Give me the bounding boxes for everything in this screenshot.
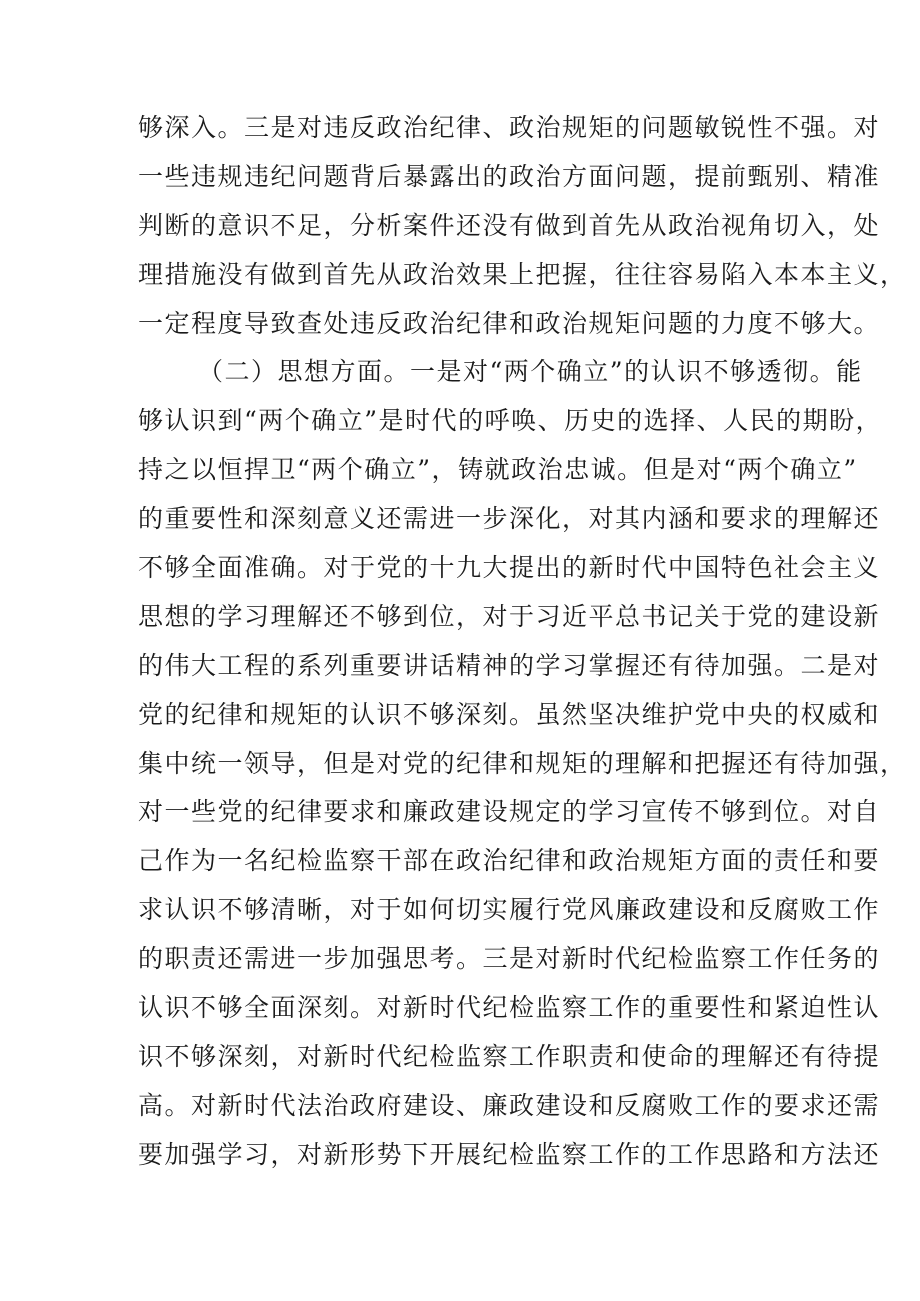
text-line: 一定程度导致查处违反政治纪律和政治规矩问题的力度不够大。: [138, 308, 881, 338]
text-line: 够深入。三是对违反政治纪律、政治规矩的问题敏锐性不强。对: [138, 113, 881, 142]
text-line: 持之以恒捍卫“两个确立”，铸就政治忠诚。但是对“两个确立”: [138, 455, 858, 485]
text-line: 对一些党的纪律要求和廉政建设规定的学习宣传不够到位。对自: [138, 797, 881, 827]
text-line: 求认识不够清晰，对于如何切实履行党风廉政建设和反腐败工作: [138, 895, 881, 925]
section-heading-line: （二）思想方面。一是对“两个确立”的认识不够透彻。能: [198, 357, 863, 387]
text-line: 识不够深刻，对新时代纪检监察工作职责和使命的理解还有待提: [138, 1041, 881, 1071]
text-line: 的职责还需进一步加强思考。三是对新时代纪检监察工作任务的: [138, 944, 881, 974]
text-line: 理措施没有做到首先从政治效果上把握，往往容易陷入本本主义，: [138, 259, 907, 289]
text-line: 够认识到“两个确立”是时代的呼唤、历史的选择、人民的期盼，: [138, 406, 883, 436]
text-line: 高。对新时代法治政府建设、廉政建设和反腐败工作的要求还需: [138, 1090, 881, 1120]
document-body: [138, 104, 907, 1180]
text-line: 的伟大工程的系列重要讲话精神的学习掌握还有待加强。二是对: [138, 650, 881, 680]
text-line: 集中统一领导，但是对党的纪律和规矩的理解和把握还有待加强，: [138, 748, 907, 778]
text-line: 一些违规违纪问题背后暴露出的政治方面问题，提前甄别、精准: [138, 161, 881, 191]
text-line: 思想的学习理解还不够到位，对于习近平总书记关于党的建设新: [138, 601, 881, 631]
text-line: 的重要性和深刻意义还需进一步深化，对其内涵和要求的理解还: [138, 504, 881, 534]
text-line: 己作为一名纪检监察干部在政治纪律和政治规矩方面的责任和要: [138, 846, 881, 876]
text-line: 判断的意识不足，分析案件还没有做到首先从政治视角切入，处: [138, 210, 881, 240]
text-line: 要加强学习，对新形势下开展纪检监察工作的工作思路和方法还: [138, 1139, 881, 1169]
text-line: 不够全面准确。对于党的十九大提出的新时代中国特色社会主义: [138, 553, 881, 583]
text-line: 党的纪律和规矩的认识不够深刻。虽然坚决维护党中央的权威和: [138, 699, 881, 729]
text-line: 认识不够全面深刻。对新时代纪检监察工作的重要性和紧迫性认: [138, 993, 881, 1023]
